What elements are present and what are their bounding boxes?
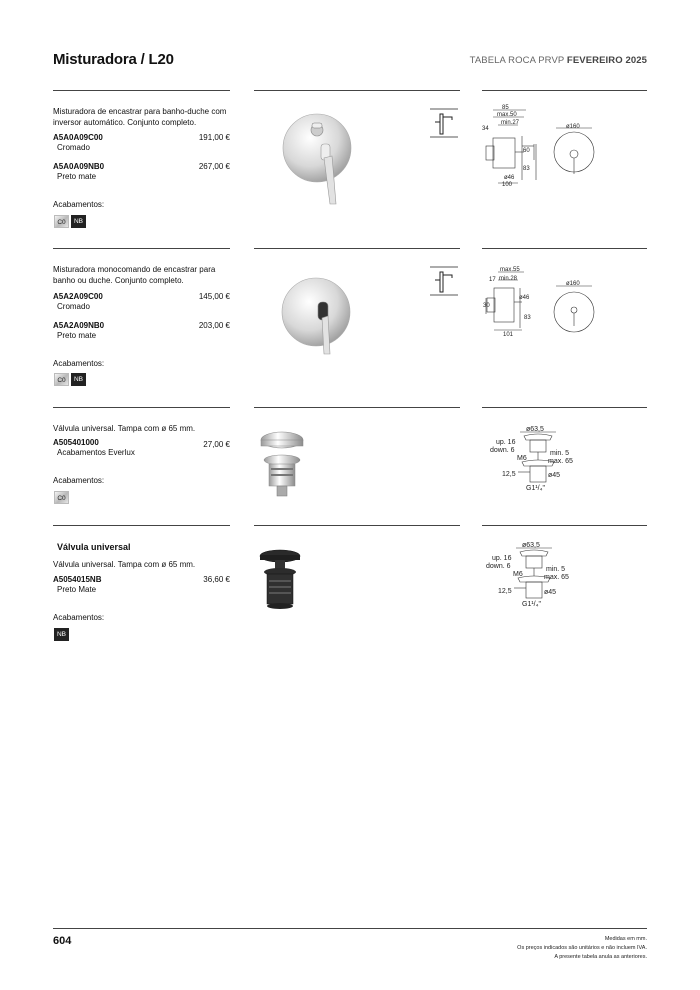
dim-label: 100 (502, 182, 513, 188)
footer-note: A presente tabela anula as anteriores. (554, 954, 647, 960)
footer-divider (53, 928, 647, 929)
product-finish: Cromado (57, 302, 90, 311)
dim-label: ø46 (504, 175, 515, 181)
footer-note: Os preços indicados são unitários e não incluem IVA. (517, 945, 647, 951)
dim-label: down. 6 (486, 563, 511, 570)
dim-label: down. 6 (490, 447, 515, 454)
page-number: 604 (53, 935, 72, 947)
technical-drawing (490, 422, 573, 494)
dim-label: 12,5 (502, 471, 516, 478)
dim-label: min.27 (501, 120, 520, 126)
finishes-label: Acabamentos: (53, 359, 105, 368)
dim-label: ø46 (519, 295, 530, 301)
product-price: 267,00 € (198, 162, 230, 171)
divider (53, 90, 230, 91)
dim-label: ø160 (566, 281, 580, 287)
dim-label: min.28 (499, 276, 518, 282)
shower-outlet-icon (430, 266, 460, 296)
technical-drawing (486, 538, 569, 610)
dim-label: 83 (524, 315, 531, 321)
dim-label: max.55 (500, 267, 520, 273)
shower-outlet-icon (430, 108, 460, 138)
dim-label: 17 (489, 277, 496, 283)
dim-label: max. 65 (544, 574, 569, 581)
product-code: A5A2A09C00 (53, 292, 103, 301)
finish-badge-nb: NB (71, 373, 86, 386)
dim-label: 85 (502, 105, 509, 111)
dim-label: min. 5 (546, 566, 566, 573)
dim-label: G1¹/₄" (526, 485, 545, 492)
product-photo-drain-valve (257, 428, 307, 498)
dim-label: M6 (513, 571, 523, 578)
product-price: 191,00 € (198, 133, 230, 142)
finishes-label: Acabamentos: (53, 613, 105, 622)
product-description: Válvula universal. Tampa com ø 65 mm. (53, 560, 196, 569)
dim-label: M6 (517, 455, 527, 462)
product-price: 203,00 € (198, 321, 230, 330)
dim-label: max.50 (497, 112, 517, 118)
divider (482, 248, 647, 249)
divider (53, 407, 230, 408)
dim-label: ø63,5 (522, 542, 540, 549)
divider (53, 525, 230, 526)
dim-label: up. 16 (496, 439, 516, 446)
product-subtitle: Válvula universal (57, 542, 131, 552)
product-photo-shower-mixer (280, 272, 360, 362)
product-finish: Preto Mate (57, 585, 97, 594)
dim-label: ø45 (544, 589, 557, 596)
dim-label: min. 5 (550, 450, 570, 457)
product-code: A5A0A09NB0 (53, 162, 105, 171)
footer-note: Medidas em mm. (604, 936, 647, 942)
product-description: Misturadora monocomando de encastrar para banho ou duche. Conjunto completo. (53, 265, 216, 285)
footer-notes (517, 935, 647, 962)
divider (254, 90, 460, 91)
finish-badge-c0: C0 (54, 373, 69, 386)
product-price: 27,00 € (203, 440, 230, 449)
product-finish: Cromado (57, 143, 90, 152)
dim-label: 101 (503, 332, 514, 338)
product-finish: Acabamentos Everlux (57, 448, 135, 457)
product-photo-drain-valve-black (257, 546, 307, 616)
product-code: A5A0A09C00 (53, 133, 103, 142)
finishes-label: Acabamentos: (53, 476, 105, 485)
dim-label: ø45 (548, 472, 561, 479)
dim-label: 34 (482, 126, 489, 132)
divider (482, 90, 647, 91)
dim-label: up. 16 (492, 555, 512, 562)
divider (254, 525, 460, 526)
dim-label: 60 (523, 148, 530, 154)
product-photo-shower-mixer (280, 108, 360, 208)
product-finish: Preto mate (57, 172, 97, 181)
product-price: 36,60 € (203, 575, 230, 584)
divider (254, 248, 460, 249)
divider (482, 407, 647, 408)
product-description: Misturadora de encastrar para banho-duche com inversor automático. Conjunto completo. (53, 107, 227, 127)
divider (482, 525, 647, 526)
divider (254, 407, 460, 408)
dim-label: G1¹/₄" (522, 601, 541, 608)
catalog-name: TABELA ROCA PRVP (469, 55, 565, 66)
product-finish: Preto mate (57, 331, 97, 340)
finish-badge-c0: C0 (54, 491, 69, 504)
product-code: A5A2A09NB0 (53, 321, 105, 330)
product-price: 145,00 € (198, 292, 230, 301)
page-title: Misturadora / L20 (53, 51, 174, 68)
technical-drawing (478, 100, 653, 195)
dim-label: 30 (483, 303, 490, 309)
product-description: Válvula universal. Tampa com ø 65 mm. (53, 424, 196, 433)
catalog-header (470, 55, 647, 66)
product-code: A505401000 (53, 438, 99, 447)
finish-badge-nb: NB (54, 628, 69, 641)
technical-drawing (478, 262, 653, 342)
dim-label: 83 (523, 166, 530, 172)
dim-label: ø160 (566, 124, 580, 130)
finish-badge-c0: C0 (54, 215, 69, 228)
catalog-edition: FEVEREIRO 2025 (566, 55, 647, 66)
divider (53, 248, 230, 249)
dim-label: ø63,5 (526, 426, 544, 433)
dim-label: max. 65 (548, 458, 573, 465)
finish-badge-nb: NB (71, 215, 86, 228)
dim-label: 12,5 (498, 588, 512, 595)
product-code: A5054015NB (53, 575, 102, 584)
finishes-label: Acabamentos: (53, 200, 105, 209)
